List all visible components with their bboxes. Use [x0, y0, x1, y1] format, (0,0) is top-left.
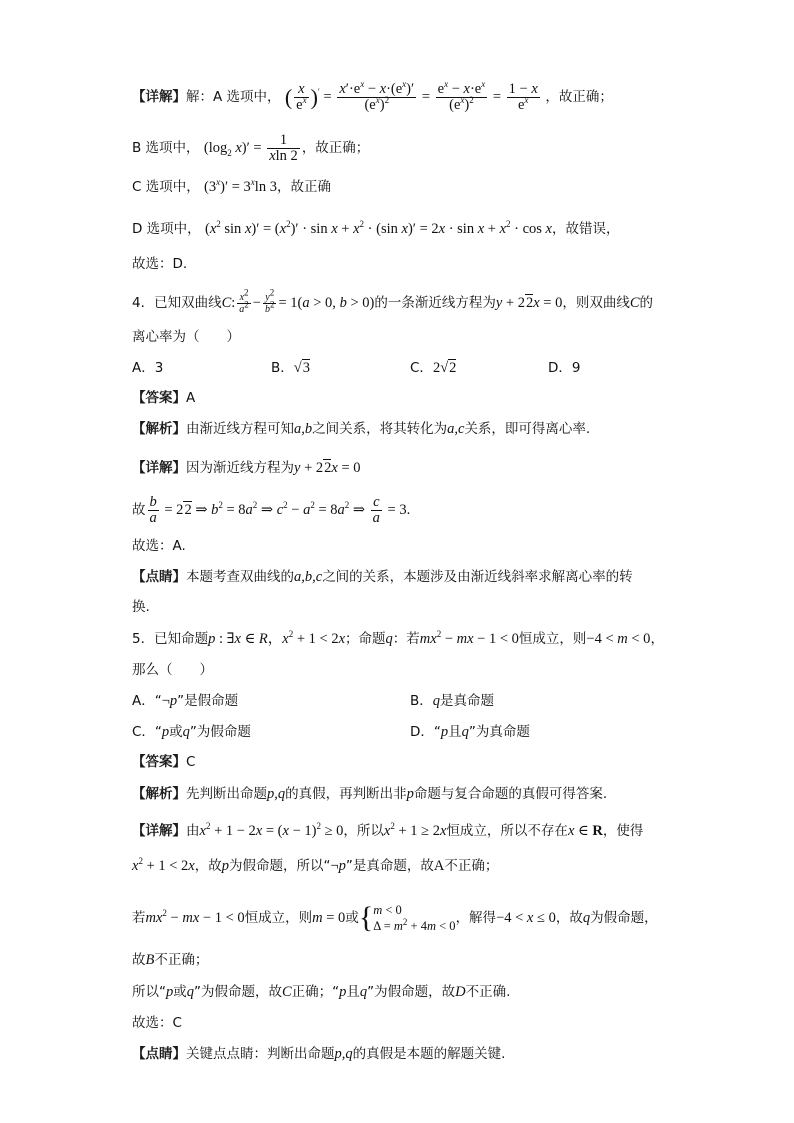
a-intro: 解：A 选项中，	[186, 88, 281, 105]
q5-opt-d-end: ”为真命题	[468, 724, 530, 740]
q4-option-c-text: C．	[410, 360, 433, 376]
q5-detail2-c: ”是真命题，故	[345, 858, 434, 874]
d-start: D 选项中，	[132, 221, 201, 237]
q5-detail3-c: 或	[345, 910, 359, 926]
q5-answer: C	[186, 754, 196, 770]
q5-detail3-ineq: $mx^2$ − mx − 1 < 0	[145, 908, 245, 926]
q4-stem-c: ，则双曲线	[562, 294, 630, 311]
q5-detail-c: 恒成立，所以不存在	[446, 823, 568, 839]
q4-analysis-line	[132, 419, 590, 439]
q4-stem-line2: 离心率为（ ）	[132, 329, 240, 345]
q4-answer: A	[186, 390, 196, 406]
q4-option-a-text: A．3	[132, 360, 164, 376]
q5-detail2-A: A	[433, 858, 445, 874]
q4-option-d-text: D．9	[548, 360, 581, 376]
d-end: ，故错误，	[551, 221, 620, 237]
q5-detail2-notp: ¬p	[330, 858, 346, 874]
q5-detail-line3	[132, 902, 658, 934]
q4-choose: 故选：A.	[132, 538, 186, 554]
q5-system: m < 0 $\Delta = m^2 + 4m < 0$	[373, 903, 456, 933]
detail-tag: 【详解】	[132, 460, 186, 476]
q5-detail3-b: 恒成立，则	[244, 910, 313, 926]
q5-detail-line2	[132, 856, 498, 876]
q4-stem	[132, 287, 653, 315]
q5-option-c[interactable]	[132, 722, 251, 742]
q4-ac: a,c	[447, 421, 465, 437]
q4-option-b-math: √3	[293, 360, 310, 376]
q5-detail5-c: ”为假命题，故	[194, 984, 282, 1000]
q4-hyperbola: C: $\frac{x^2}{a^2}$ − $\frac{y^2}{b^2}$ = 1(a > 0, b > 0)	[221, 287, 375, 315]
q5-opt-d-pre: D．“	[410, 724, 441, 740]
q4-ab: a,b	[294, 421, 313, 437]
q4-therefore-line	[132, 495, 410, 526]
q5-detail2-eq: $x^2 + 1 < 2x$	[132, 856, 195, 874]
q5-analysis-line	[132, 784, 607, 804]
q5-stem-b: ；命题	[345, 631, 386, 647]
q4-detail-line	[132, 458, 361, 478]
q5-detail4-pre: 故	[132, 952, 146, 968]
q5-detail5-q2: q	[359, 984, 368, 1000]
comment-tag: 【点睛】	[132, 1046, 186, 1062]
q4-answer-line	[132, 388, 195, 408]
q4-comment-a: 本题考查双曲线的	[186, 569, 294, 585]
analysis-tag: 【解析】	[132, 421, 186, 437]
q4-option-b[interactable]	[271, 358, 310, 378]
q5-pq: p,q	[267, 786, 286, 802]
q5-detail5-p2: p	[339, 984, 347, 1000]
q4-option-c-math: 2√2	[432, 360, 457, 376]
q5-q: q	[385, 631, 393, 647]
answer-tag: 【答案】	[132, 390, 186, 406]
q5-detail5-a: 所以“	[132, 984, 166, 1000]
detail-line-c	[132, 177, 331, 197]
q5-detail5-C: C	[282, 984, 292, 1000]
q5-opt-c-q: q	[182, 724, 190, 740]
q5-detail-a: 由	[186, 823, 200, 839]
q4-stem-d: 的	[639, 294, 653, 311]
q5-detail5-f: ”为假命题，故	[367, 984, 456, 1000]
detail-line-a	[132, 79, 613, 113]
analysis-tag: 【解析】	[132, 786, 186, 802]
q5-detail5-g: 不正确.	[465, 984, 511, 1000]
q5-detail4: 不正确；	[154, 952, 209, 968]
q4-option-b-text: B．	[271, 360, 294, 376]
q5-analysis-a: 先判断出命题	[186, 786, 267, 802]
q5-option-b[interactable]	[410, 691, 494, 711]
q5-stem-a: 5．已知命题	[132, 631, 209, 647]
formula-c: $(3^x)' = 3^x\ln$ 3	[204, 177, 277, 195]
detail-line-d	[132, 219, 619, 239]
q5-analysis-b: 的真假，再判断出非	[285, 786, 407, 802]
q5-detail-line4	[132, 950, 208, 970]
q4-option-d[interactable]	[548, 358, 580, 378]
q5-detail3-a: 若	[132, 910, 146, 926]
q5-detail-d: ，使得	[602, 823, 644, 839]
q5-opt-d-mid: 且	[448, 724, 462, 740]
q4-detail-a: 因为渐近线方程为	[186, 460, 294, 476]
q5-opt-d-p: p	[440, 724, 449, 740]
q5-range: −4 < m < 0	[586, 631, 651, 647]
q5-detail-line1	[132, 821, 643, 841]
q5-detail5-e: 且	[346, 984, 360, 1000]
choose-d: 故选：D.	[132, 256, 188, 272]
detail-line-b	[132, 133, 369, 164]
q5-detail2-p: p	[221, 858, 229, 874]
q5-detail2-a: ，故	[194, 858, 222, 874]
formula-a: ( $\frac{x}{e^x}$ )′ = $\frac{x'\cdot e^x - x\cdot(e^x)'}{(e^x)^2}$ = $\frac{e^x - x\cdot e^x}{(e^x)^2}$ = $\frac{1 - x}{e^x}$	[284, 79, 538, 113]
q5-stem-d: 恒成立，则	[518, 631, 587, 647]
q5-opt-c-mid: 或	[169, 724, 183, 740]
q5-detail5-b: 或	[173, 984, 187, 1000]
q5-comment-pq: p,q	[334, 1046, 353, 1062]
q5-comment-line	[132, 1044, 505, 1064]
q5-detail3-e: ，故	[555, 910, 583, 926]
q5-stem-e: ，	[650, 631, 664, 647]
q5-detail-eq3: x ∈ R	[567, 823, 603, 839]
q5-detail3-m0: m = 0	[312, 910, 346, 926]
q5-stem	[132, 629, 664, 649]
detail-tag: 【详解】	[132, 823, 186, 839]
q4-stem-a: 4．已知双曲线	[132, 294, 222, 311]
q4-analysis-b: 之间关系，将其转化为	[312, 421, 448, 437]
b-start: B 选项中，	[132, 139, 200, 156]
q5-opt-c-end: ”为假命题	[189, 724, 251, 740]
q5-opt-b-q: q	[432, 693, 441, 709]
q5-comment-b: 的真假是本题的解题关键.	[352, 1046, 506, 1062]
q4-analysis-a: 由渐近线方程可知	[186, 421, 294, 437]
q4-analysis-c: 关系，即可得离心率.	[464, 421, 591, 437]
q5-not-p: ¬p	[161, 693, 178, 709]
q5-detail3-d: ，解得	[455, 910, 497, 926]
q5-p: p	[406, 786, 414, 802]
q5-analysis-c: 命题与复合命题的真假可得答案.	[413, 786, 608, 802]
q5-detail-line5	[132, 982, 510, 1002]
q5-detail3-range: −4 < x ≤ 0	[496, 910, 556, 926]
a-end: ，故正确；	[545, 88, 613, 105]
q5-system-brace: {	[358, 901, 374, 934]
q5-option-d[interactable]	[410, 722, 530, 742]
q5-detail2-b: 为假命题，所以“	[228, 858, 331, 874]
q5-detail5-d: 正确；“	[291, 984, 340, 1000]
q5-detail5-D: D	[455, 984, 466, 1000]
q5-p-def: p : ∃x ∈ R，$x^2 + 1 < 2x$	[208, 629, 346, 647]
q5-ineq: $mx^2$ − mx − 1 < 0	[419, 629, 519, 647]
q5-answer-line	[132, 752, 195, 772]
q4-comment-line	[132, 567, 633, 587]
q4-asymptote: y + 22x = 0	[495, 294, 563, 311]
q4-comment-line2: 换.	[132, 599, 150, 615]
q5-detail-b: ，所以	[343, 823, 384, 839]
q4-comment-b: 之间的关系，本题涉及由渐近线斜率求解离心率的转	[322, 569, 633, 585]
q4-option-a[interactable]	[132, 358, 163, 378]
q5-detail3-f: 为假命题，	[590, 910, 658, 926]
b-end: ，故正确；	[301, 139, 370, 156]
q5-opt-a-pre: A．“	[132, 693, 162, 709]
q5-option-a[interactable]	[132, 691, 238, 711]
q5-opt-b-end: 是真命题	[440, 693, 495, 709]
q4-detail-eq: y + 22x = 0	[294, 460, 361, 476]
c-start: C 选项中，	[132, 179, 200, 195]
formula-d: ($x^2$ $\sin x)' = (x^2)' \cdot \sin x + x^2 \cdot (\sin$ $x)' = 2x \cdot \sin x + x^2 \cdot \cos x$	[204, 219, 552, 237]
q5-detail-eq2: $x^2 + 1 \ge 2x$	[383, 821, 447, 839]
q5-opt-b-pre: B．	[410, 693, 433, 709]
q5-opt-d-q: q	[461, 724, 469, 740]
c-end: ，故正确	[276, 179, 331, 195]
q4-derivation: $\frac{b}{a}$ = 22 ⇒ $b^2 = 8a^2$ ⇒ $c^2 - a^2 = 8a^2$ ⇒ $\frac{c}{a}$ = 3.	[149, 494, 411, 526]
answer-tag: 【答案】	[132, 754, 186, 770]
q4-option-c[interactable]	[410, 358, 456, 378]
q5-comment-a: 关键点点睛：判断出命题	[186, 1046, 335, 1062]
q4-therefore: 故	[132, 501, 146, 518]
formula-b: ($\log_2$ x)′ = $\frac{1}{xln 2}$	[203, 132, 298, 164]
q5-detail3-q: q	[582, 910, 591, 926]
q5-stem-line2: 那么（ ）	[132, 662, 213, 678]
q4-c: C	[629, 294, 640, 311]
q5-opt-c-pre: C．“	[132, 724, 162, 740]
q5-detail2-d: 不正确；	[444, 858, 499, 874]
q4-stem-b: 的一条渐近线方程为	[374, 294, 496, 311]
detail-tag: 【详解】	[132, 88, 186, 105]
q5-opt-c-p: p	[161, 724, 170, 740]
q5-stem-c: ：若	[392, 631, 420, 647]
q4-abc: a,b,c	[294, 569, 323, 585]
q5-opt-a-end: ”是假命题	[177, 693, 239, 709]
q5-detail-eq1: $x^2 + 1 - 2x = (x - 1)^2 \ge 0$	[199, 821, 344, 839]
q5-detail5-p1: p	[166, 984, 174, 1000]
q5-detail5-q1: q	[186, 984, 194, 1000]
comment-tag: 【点睛】	[132, 569, 186, 585]
q5-choose: 故选：C	[132, 1015, 182, 1031]
q5-detail4-B: B	[145, 952, 155, 968]
